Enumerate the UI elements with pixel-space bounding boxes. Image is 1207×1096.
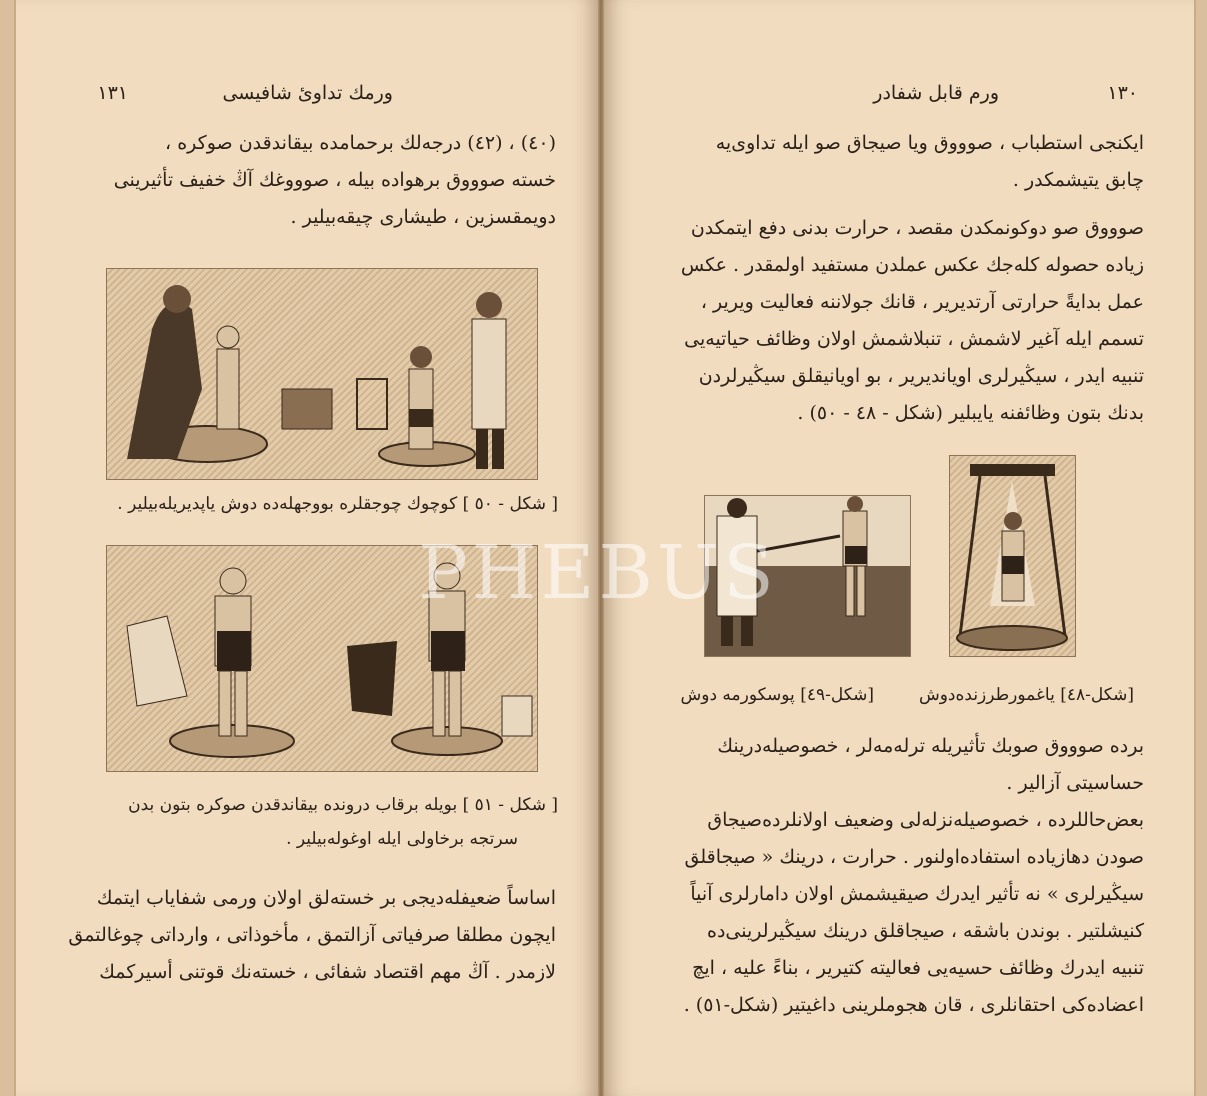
text-line: دويمقسزين ، طيشارى چيقه‌بيلير . — [290, 206, 556, 228]
left-running-title: ورمك تداوئ شافيسى — [222, 82, 393, 104]
text-line: برده صوووق صوبك تأثيريله ترله‌مه‌لر ، خصوصيله‌درينك — [717, 735, 1144, 757]
left-closing-paragraph — [56, 880, 556, 991]
figure-50-drawing — [107, 269, 537, 479]
text-line: لازمدر . آڭ مهم اقتصاد شفائى ، خسته‌نك قوتنى أسيركمك — [99, 961, 556, 983]
text-line: صوووق صو دوكونمكدن مقصد ، حرارت بدنى دفع ايتمكدن — [690, 217, 1144, 239]
figure-49-caption: [شكل-٤٩] پوسكورمه دوش — [680, 685, 874, 705]
text-line: بدنك بتون وظائفنه يايبلير (شكل - ٤٨ - ٥٠) . — [797, 402, 1144, 424]
text-line: حساسيتى آزالير . — [1006, 772, 1144, 794]
text-line: بعض‌حاللرده ، خصوصيله‌نزله‌لى وضعيف اولانلرده‌صيجاق — [707, 809, 1144, 831]
caption-line: [ شكل - ٥١ ] بويله برقاب درونده بيقاندقدن صوكره بتون بدن — [128, 795, 558, 815]
right-paragraph-2 — [644, 210, 1144, 432]
caption-line: سرتجه برخاولى ايله اوغوله‌بيلير . — [286, 829, 518, 849]
left-intro-paragraph — [56, 125, 556, 236]
watermark: PHEBUS — [418, 530, 778, 616]
figure-48-drawing — [950, 456, 1075, 656]
text-line: تسمم ايله آغير لاشمش ، تنبلاشمش اولان وظائف حياتيه‌يى — [684, 328, 1144, 350]
text-line: اساساً ضعيفله‌ديجى بر خسته‌لق اولان ورمى شفاياب ايتمك — [96, 887, 556, 909]
text-line: تنبيه ايدرك وظائف حسيه‌يى فعاليته كتيرير ، بناءً عليه ، ايچ — [692, 957, 1144, 979]
text-line: (٤٠) ، (٤٢) درجه‌لك برحمامده بيقاندقدن صوكره ، — [165, 132, 556, 154]
text-line: سيڭيرلرى » نه تأثير ايدرك صيقيشمش اولان دامارلرى آنياً — [690, 883, 1144, 905]
right-page-number: ١٣٠ — [1107, 82, 1138, 104]
text-line: ايكنجى استطباب ، صوووق ويا صيجاق صو ايله تداوى‌يه — [715, 132, 1144, 154]
text-line: كنيشلتير . بوندن باشقه ، صيجاقلق درينك سيڭيرلرينى‌ده — [707, 920, 1144, 942]
text-line: خسته صوووق برهواده بيله ، صوووغك آڭ خفيف تأثيرينى — [113, 169, 556, 191]
text-line: ايچون مطلقا صرفياتى آزالتمق ، مأخوذاتى ، وارداتى چوغالتمق — [68, 924, 556, 946]
text-line: صودن دهازياده استفاده‌اولنور . حرارت ، درينك « صيجاقلق — [684, 846, 1144, 868]
text-line: اعضاده‌كى احتقانلرى ، قان هجوملرينى داغيتير (شكل-٥١) . — [683, 994, 1144, 1016]
text-line: چابق يتيشمكدر . — [1012, 169, 1144, 191]
text-line: عمل بدايةً حرارتى آرتديرير ، قانك جولاننه فعاليت ويرير ، — [700, 291, 1144, 313]
figure-48-illustration — [949, 455, 1076, 657]
left-page-number: ١٣١ — [97, 82, 128, 104]
right-paragraph-4 — [644, 802, 1144, 1024]
text-line: زياده حصوله كله‌جك عكس عملدن مستفيد اولمقدر . عكس — [680, 254, 1144, 276]
figure-48-caption: [شكل-٤٨] ياغمورطرزنده‌دوش — [918, 685, 1134, 705]
text-line: تنبيه ايدر ، سيڭيرلرى اويانديرير ، بو اويانيقلق سيڭيرلردن — [698, 365, 1144, 387]
figure-50-illustration — [106, 268, 538, 480]
figure-50-caption: [ شكل - ٥٠ ] كوچوك چوجقلره بووجهله‌ده دوش ياپديريله‌بيلير . — [117, 494, 558, 514]
right-paragraph-3 — [644, 728, 1144, 802]
figure-51-caption — [128, 788, 558, 856]
right-running-title: ورم قابل شفادر — [873, 82, 999, 104]
right-paragraph-1 — [644, 125, 1144, 199]
